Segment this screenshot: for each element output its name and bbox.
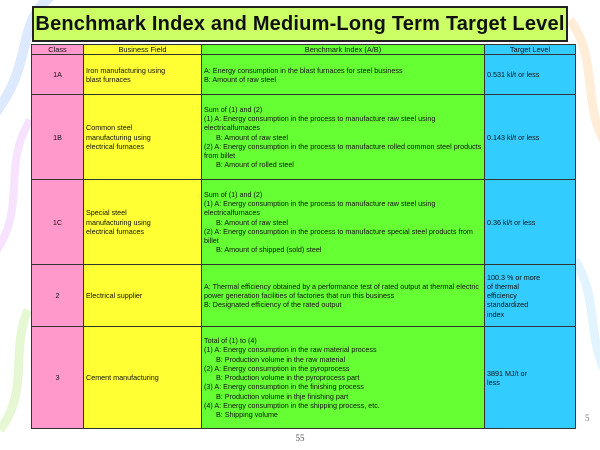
target-level-line: index (487, 309, 505, 319)
benchmark-line: B: Amount of raw steel (204, 74, 276, 84)
business-field-cell (84, 55, 202, 95)
business-field-line: manufacturing using (86, 217, 151, 227)
benchmark-line: (2) A: Energy consumption in the pyroprocess (204, 363, 350, 373)
class-cell: 1C (32, 180, 84, 265)
benchmark-line: B: Amount of rolled steel (216, 160, 294, 170)
target-level-line: efficiency (487, 291, 517, 301)
class-cell: 3 (32, 327, 84, 429)
business-field-line: electrical furnaces (86, 226, 144, 236)
business-field-line: Common steel (86, 123, 133, 133)
table-row (32, 180, 576, 265)
benchmark-line: B: Shipping volume (216, 409, 278, 419)
column-header-benchmark-index: Benchmark Index (A/B) (202, 45, 485, 55)
target-level-cell (485, 95, 576, 180)
business-field-line: Electrical supplier (86, 291, 143, 301)
benchmark-line: A: Energy consumption in the blast furnaces for steel business (204, 65, 403, 75)
business-field-line: electrical furnaces (86, 141, 144, 151)
business-field-cell (84, 327, 202, 429)
benchmark-line: A: Thermal efficiency obtained by a performance test of rated output at thermal electric power generation facilities of factories that run this business (204, 281, 479, 301)
column-header-business-field: Business Field (84, 45, 202, 55)
benchmark-line: B: Designated efficiency of the rated output (204, 300, 342, 310)
benchmark-table (31, 44, 576, 429)
side-number: 5 (585, 413, 590, 423)
class-cell: 1B (32, 95, 84, 180)
benchmark-line: (2) A: Energy consumption in the process to manufacture rolled common steel products from billet (204, 141, 482, 160)
benchmark-line: B: Production volume in thje finishing part (216, 391, 349, 401)
class-cell: 2 (32, 265, 84, 327)
business-field-cell (84, 180, 202, 265)
benchmark-index-cell (202, 180, 485, 265)
benchmark-line: (4) A: Energy consumption in the shipping process, etc. (204, 400, 380, 410)
business-field-cell (84, 95, 202, 180)
target-level-line: of thermal (487, 281, 519, 291)
target-level-line: 0.143 kl/t or less (487, 132, 540, 142)
target-level-line: 0.36 kl/t or less (487, 217, 536, 227)
target-level-cell (485, 55, 576, 95)
table-row (32, 55, 576, 95)
benchmark-index-cell (202, 327, 485, 429)
benchmark-line: Total of (1) to (4) (204, 336, 257, 346)
benchmark-line: B: Amount of raw steel (216, 132, 288, 142)
benchmark-line: (1) A: Energy consumption in the raw material process (204, 345, 377, 355)
slide-title: Benchmark Index and Medium-Long Term Target Level (35, 12, 565, 35)
benchmark-line: (2) A: Energy consumption in the process to manufacture special steel products from billet (204, 226, 473, 245)
target-level-cell (485, 265, 576, 327)
target-level-cell (485, 327, 576, 429)
target-level-line: 100.3 % or more (487, 272, 541, 282)
target-level-line: less (487, 377, 500, 387)
target-level-cell (485, 180, 576, 265)
target-level-line: standardized (487, 300, 529, 310)
column-header-class: Class (32, 45, 84, 55)
slide-title-box (32, 6, 568, 42)
benchmark-index-cell (202, 95, 485, 180)
business-field-line: manufacturing using (86, 132, 151, 142)
business-field-line: Iron manufacturing using (86, 65, 166, 75)
benchmark-line: (1) A: Energy consumption in the process to manufacture raw steel using electricalfurnaces (204, 199, 436, 218)
benchmark-line: B: Amount of raw steel (216, 217, 288, 227)
table-row (32, 327, 576, 429)
benchmark-index-cell (202, 55, 485, 95)
table-header-row (32, 45, 576, 55)
benchmark-index-cell (202, 265, 485, 327)
class-cell: 1A (32, 55, 84, 95)
benchmark-line: B: Production volume in the pyroprocess part (216, 373, 360, 383)
business-field-line: Cement manufacturing (86, 373, 159, 383)
business-field-line: Special steel (86, 208, 127, 218)
benchmark-line: B: Production volume in the raw material (216, 354, 346, 364)
benchmark-line: (3) A: Energy consumption in the finishing process (204, 382, 364, 392)
column-header-target-level: Target Level (485, 45, 576, 55)
benchmark-line: B: Amount of shipped (sold) steel (216, 245, 322, 255)
business-field-line: blast furnaces (86, 74, 131, 84)
target-level-line: 3891 MJ/t or (487, 368, 527, 378)
table-row (32, 265, 576, 327)
table-row (32, 95, 576, 180)
benchmark-line: (1) A: Energy consumption in the process to manufacture raw steel using electricalfurnaces (204, 114, 436, 133)
benchmark-line: Sum of (1) and (2) (204, 189, 263, 199)
page-number: 55 (295, 433, 305, 443)
target-level-line: 0.531 kl/t or less (487, 70, 540, 80)
business-field-cell (84, 265, 202, 327)
benchmark-line: Sum of (1) and (2) (204, 104, 263, 114)
